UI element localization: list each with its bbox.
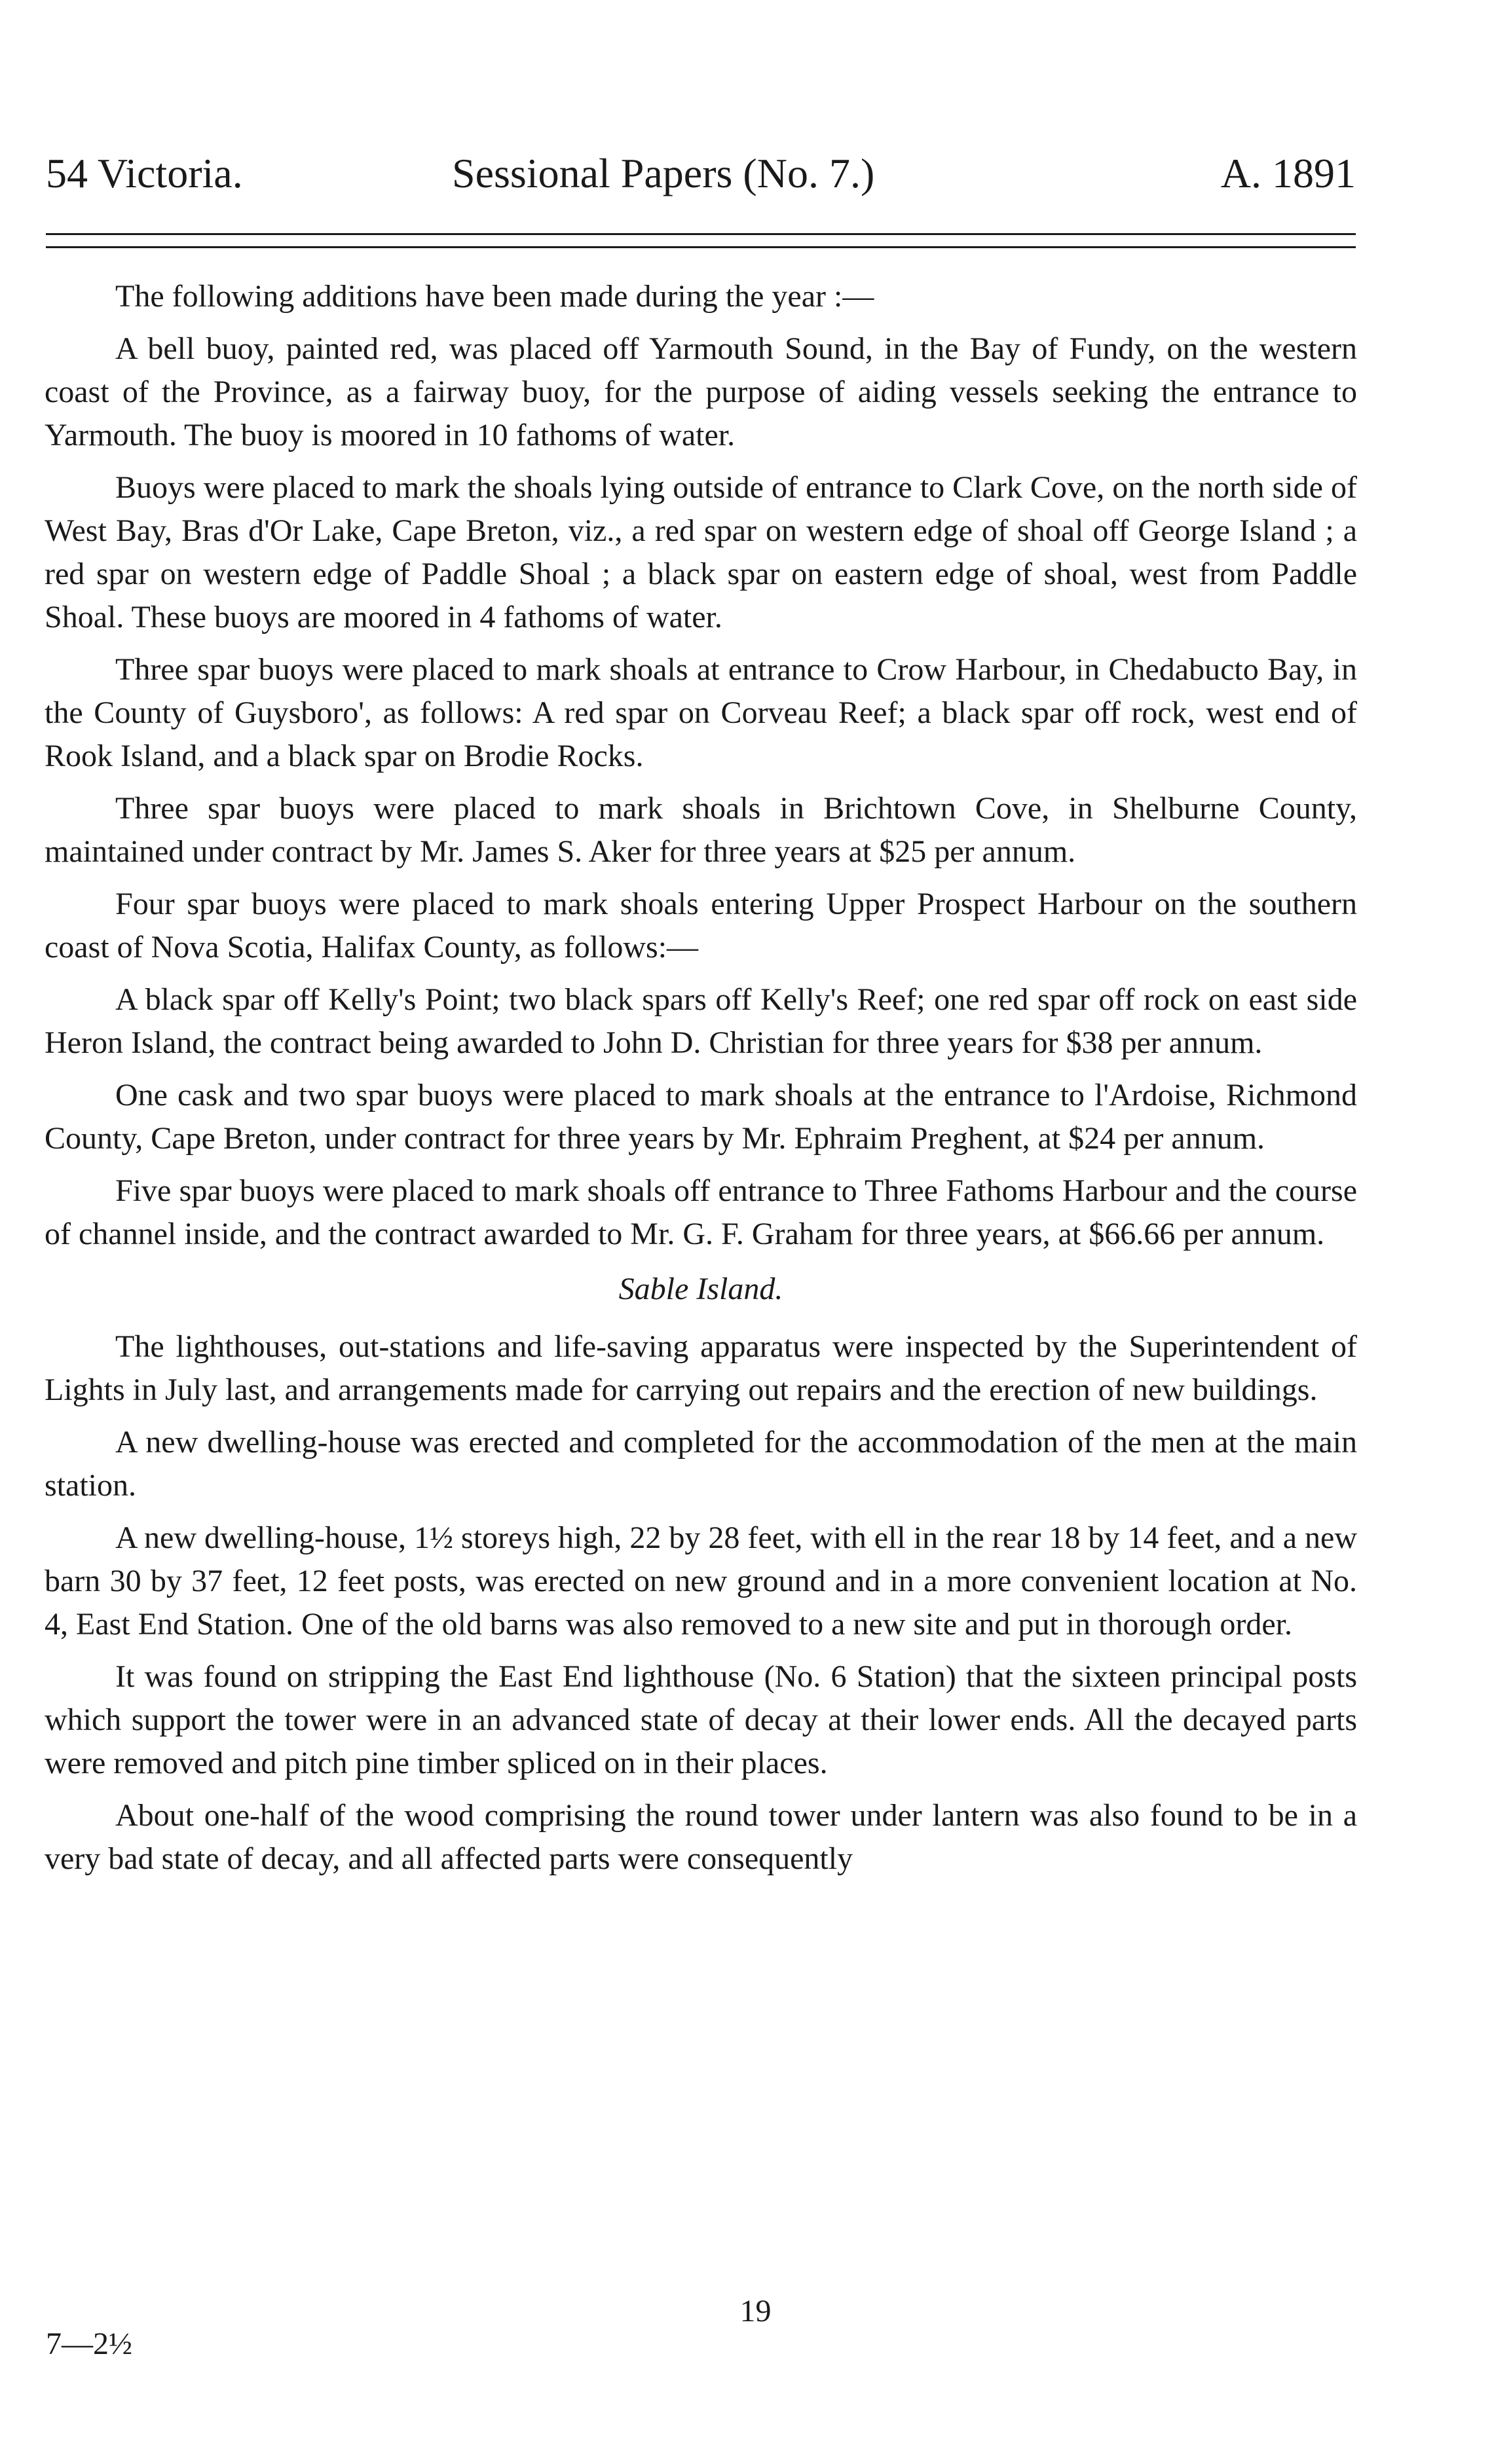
paragraph-three-fathoms: Five spar buoys were placed to mark shoals off entrance to Three Fathoms Harbour and the course of channel inside, and the contract awarded to Mr. G. F. Graham for three years, at $66.66 per annum.: [45, 1173, 1357, 1251]
page-number: 19: [739, 2294, 772, 2328]
paragraph-east-end-station: A new dwelling-house, 1½ storeys high, 22 by 28 feet, with ell in the rear 18 by 14 feet, and a new barn 30 by 37 feet, 12 feet posts, was erected on new ground and in a more convenient location at No. 4, East End Station. One of the old barns was also removed to a new site and put in thorough order.: [45, 1520, 1357, 1642]
paragraph-lardoise: One cask and two spar buoys were placed to mark shoals at the entrance to l'Ardoise, Richmond County, Cape Breton, under contract for three years by Mr. Ephraim Preghent, at $24 per annum.: [45, 1078, 1357, 1156]
paragraph-round-tower: About one-half of the wood comprising the round tower under lantern was also found to be in a very bad state of decay, and all affected parts were consequently: [45, 1798, 1357, 1876]
header-rule-top: [46, 233, 1356, 235]
body-text: [45, 275, 1357, 1890]
paragraph-lighthouse-posts: It was found on stripping the East End lighthouse (No. 6 Station) that the sixteen principal posts which support the tower were in an advanced state of decay at their lower ends. All the decayed parts were removed and pitch pine timber spliced on in their places.: [45, 1659, 1357, 1780]
paragraph-brichtown-cove: Three spar buoys were placed to mark shoals in Brichtown Cove, in Shelburne County, maintained under contract by Mr. James S. Aker for three years at $25 per annum.: [45, 791, 1357, 869]
paragraph-bell-buoy: A bell buoy, painted red, was placed off Yarmouth Sound, in the Bay of Fundy, on the western coast of the Province, as a fairway buoy, for the purpose of aiding vessels seeking the entrance to Yarmouth. The buoy is moored in 10 fathoms of water.: [45, 331, 1357, 452]
section-title: Sable Island.: [618, 1272, 783, 1306]
paragraph-inspection: The lighthouses, out-stations and life-saving apparatus were inspected by the Superintendent of Lights in July last, and arrangements made for carrying out repairs and the erection of new buildings.: [45, 1329, 1357, 1407]
header-year: A. 1891: [1220, 150, 1356, 196]
paragraph-crow-harbour: Three spar buoys were placed to mark shoals at entrance to Crow Harbour, in Chedabucto Bay, in the County of Guysboro', as follows: A red spar on Corveau Reef; a black spar off rock, west end of Rook Island, and a black spar on Brodie Rocks.: [45, 652, 1357, 773]
paragraph-kellys-point: A black spar off Kelly's Point; two black spars off Kelly's Reef; one red spar off rock on east side Heron Island, the contract being awarded to John D. Christian for three years for $38 per annum.: [45, 982, 1357, 1060]
signature-mark: 7—2½: [46, 2326, 132, 2361]
paragraph-intro: The following additions have been made during the year :—: [115, 279, 874, 314]
paragraph-main-station: A new dwelling-house was erected and completed for the accommodation of the men at the main station.: [45, 1425, 1357, 1503]
header-rule-bottom: [46, 246, 1356, 248]
running-header: [46, 147, 1356, 200]
header-title: Sessional Papers (No. 7.): [452, 150, 875, 196]
header-volume: 54 Victoria.: [46, 150, 243, 196]
paragraph-upper-prospect: Four spar buoys were placed to mark shoals entering Upper Prospect Harbour on the southern coast of Nova Scotia, Halifax County, as follows:—: [45, 887, 1357, 965]
paragraph-clark-cove: Buoys were placed to mark the shoals lying outside of entrance to Clark Cove, on the north side of West Bay, Bras d'Or Lake, Cape Breton, viz., a red spar on western edge of shoal off George Island ; a red spar on western edge of Paddle Shoal ; a black spar on eastern edge of shoal, west from Paddle Shoal. These buoys are moored in 4 fathoms of water.: [45, 470, 1357, 634]
